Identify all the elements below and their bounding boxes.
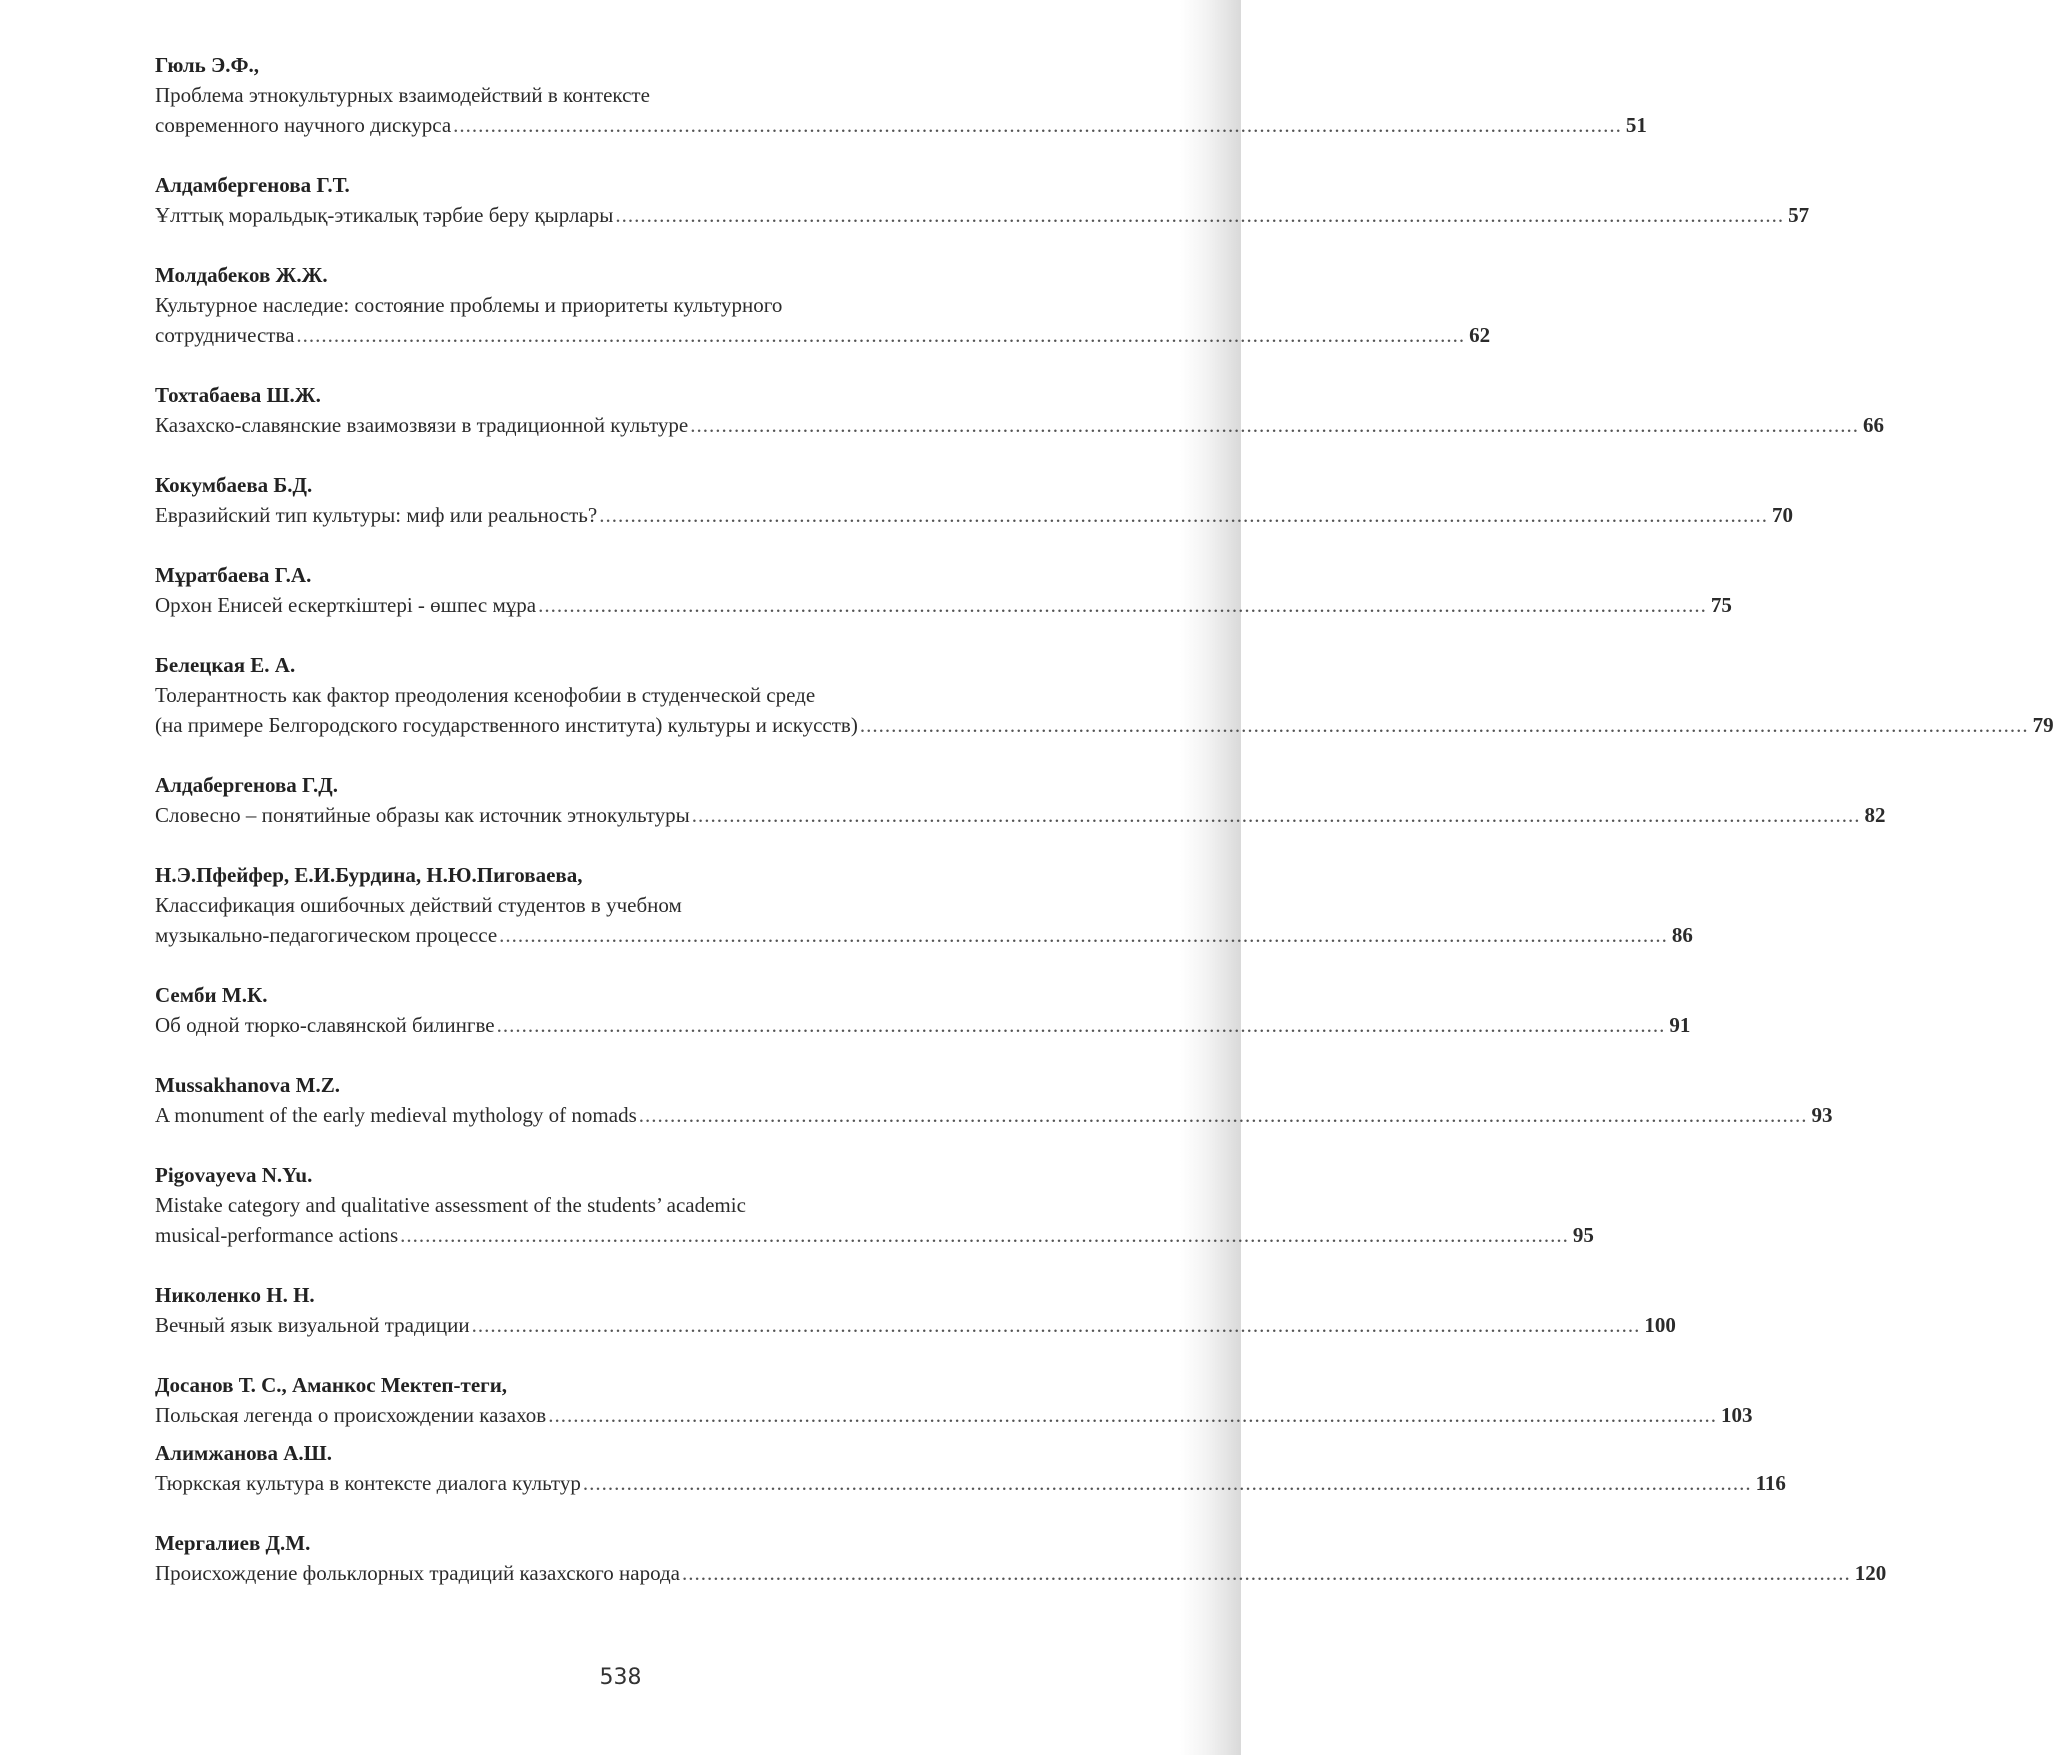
dot-leader: ........................................................................................................................................................................................... — [582, 1471, 1752, 1495]
toc-entry — [155, 50, 1647, 140]
entry-title-text: сотрудничества — [155, 323, 295, 347]
toc-entry — [155, 1070, 1833, 1130]
entry-page-number: 57 — [1788, 203, 1810, 227]
dot-leader: ........................................................................................................................................................................................... — [681, 1561, 1851, 1585]
entry-author: Кокумбаева Б.Д. — [155, 473, 313, 497]
entry-title-text: Орхон Енисей ескерткіштері - өшпес мұра — [155, 593, 537, 617]
entry-title-last-line — [155, 1400, 1753, 1430]
entry-title-last-line — [155, 110, 1647, 140]
entry-title-line: Mistake category and qualitative assessment of the students’ academic — [155, 1193, 746, 1217]
toc-entry — [155, 170, 1810, 230]
dot-leader: ........................................................................................................................................................................................... — [471, 1313, 1641, 1337]
dot-leader: ........................................................................................................................................................................................... — [638, 1103, 1808, 1127]
dot-leader: ........................................................................................................................................................................................... — [690, 413, 1859, 437]
dot-leader: ........................................................................................................................................................................................... — [859, 713, 2029, 737]
dot-leader: ........................................................................................................................................................................................... — [453, 113, 1622, 137]
entry-author: Алдамбергенова Г.Т. — [155, 173, 350, 197]
entry-author: Семби М.К. — [155, 983, 268, 1007]
entry-title-last-line — [155, 800, 1886, 830]
entry-title-last-line — [155, 1468, 1786, 1498]
entry-title-last-line — [155, 200, 1810, 230]
dot-leader: ........................................................................................................................................................................................... — [615, 203, 1785, 227]
entry-title-last-line — [155, 320, 1491, 350]
entry-author: Мұратбаева Г.А. — [155, 563, 312, 587]
dot-leader: ........................................................................................................................................................................................... — [691, 803, 1861, 827]
toc-entry — [155, 770, 1886, 830]
entry-title-text: Евразийский тип культуры: миф или реальность? — [155, 503, 598, 527]
entry-title-text: Словесно – понятийные образы как источник этнокультуры — [155, 803, 690, 827]
entry-author: Алимжанова А.Ш. — [155, 1441, 332, 1465]
entry-page-number: 100 — [1644, 1313, 1676, 1337]
toc-entry — [155, 1528, 1887, 1588]
entry-author: Mussakhanova M.Z. — [155, 1073, 340, 1097]
entry-page-number: 86 — [1671, 923, 1693, 947]
dot-leader: ........................................................................................................................................................................................... — [296, 323, 1466, 347]
entry-title-text: современного научного дискурса — [155, 113, 452, 137]
entry-page-number: 66 — [1862, 413, 1884, 437]
toc-entry — [155, 470, 1793, 530]
entry-title-line: Проблема этнокультурных взаимодействий в контексте — [155, 83, 650, 107]
entry-page-number: 116 — [1755, 1471, 1786, 1495]
entry-page-number: 95 — [1572, 1223, 1594, 1247]
toc-entry — [155, 1438, 1786, 1498]
entry-author: Тохтабаева Ш.Ж. — [155, 383, 321, 407]
entry-title-last-line — [155, 710, 2054, 740]
entry-author: Гюль Э.Ф., — [155, 53, 260, 77]
entry-title-text: Польская легенда о происхождении казахов — [155, 1403, 547, 1427]
entry-title-line: Классификация ошибочных действий студентов в учебном — [155, 893, 682, 917]
entry-page-number: 79 — [2032, 713, 2054, 737]
entry-title-last-line — [155, 500, 1793, 530]
entry-title-text: музыкально-педагогическом процессе — [155, 923, 498, 947]
entry-author: Алдабергенова Г.Д. — [155, 773, 338, 797]
entry-title-line: Культурное наследие: состояние проблемы и приоритеты культурного — [155, 293, 783, 317]
toc-entry — [155, 650, 2054, 740]
entry-title-last-line — [155, 410, 1884, 440]
entry-title-text: Казахско-славянские взаимозвязи в традиционной культуре — [155, 413, 689, 437]
dot-leader: ........................................................................................................................................................................................... — [599, 503, 1768, 527]
dot-leader: ........................................................................................................................................................................................... — [400, 1223, 1569, 1247]
page-number: 538 — [599, 1665, 642, 1690]
entry-page-number: 70 — [1771, 503, 1793, 527]
entry-title-text: Тюркская культура в контексте диалога культур — [155, 1471, 581, 1495]
entry-title-text: Вечный язык визуальной традиции — [155, 1313, 470, 1337]
entry-title-last-line — [155, 1558, 1887, 1588]
toc-entry — [155, 860, 1693, 950]
entry-title-text: A monument of the early medieval mythology of nomads — [155, 1103, 637, 1127]
entry-page-number: 120 — [1854, 1561, 1887, 1585]
entry-title-text: Ұлттық моральдық-этикалық тәрбие беру қырлары — [155, 203, 614, 227]
dot-leader: ........................................................................................................................................................................................... — [538, 593, 1707, 617]
entry-title-last-line — [155, 1310, 1676, 1340]
entry-title-last-line — [155, 1010, 1691, 1040]
entry-title-last-line — [155, 590, 1732, 620]
entry-page-number: 51 — [1625, 113, 1647, 137]
entry-author: Н.Э.Пфейфер, Е.И.Бурдина, Н.Ю.Пиговаева, — [155, 863, 583, 887]
entry-author: Николенко Н. Н. — [155, 1283, 315, 1307]
toc-entry — [155, 260, 1491, 350]
entry-page-number: 93 — [1811, 1103, 1833, 1127]
table-of-contents — [155, 50, 2054, 1618]
entry-title-text: musical-performance actions — [155, 1223, 399, 1247]
toc-entry — [155, 560, 1732, 620]
dot-leader: ........................................................................................................................................................................................... — [499, 923, 1668, 947]
toc-entry — [155, 380, 1884, 440]
entry-title-last-line — [155, 1220, 1594, 1250]
entry-author: Белецкая Е. А. — [155, 653, 296, 677]
entry-title-text: (на примере Белгородского государственного института) культуры и искусств) — [155, 713, 858, 737]
entry-author: Pigovayeva N.Yu. — [155, 1163, 313, 1187]
entry-title-last-line — [155, 1100, 1833, 1130]
entry-page-number: 62 — [1469, 323, 1491, 347]
dot-leader: ........................................................................................................................................................................................... — [548, 1403, 1717, 1427]
entry-page-number: 82 — [1864, 803, 1886, 827]
entry-title-last-line — [155, 920, 1693, 950]
entry-author: Досанов Т. С., Аманкос Мектеп-теги, — [155, 1373, 508, 1397]
entry-author: Мергалиев Д.М. — [155, 1531, 311, 1555]
entry-page-number: 91 — [1669, 1013, 1691, 1037]
entry-page-number: 103 — [1720, 1403, 1753, 1427]
toc-entry — [155, 1280, 1676, 1340]
entry-title-line: Толерантность как фактор преодоления ксенофобии в студенческой среде — [155, 683, 816, 707]
toc-entry — [155, 980, 1691, 1040]
entry-title-text: Об одной тюрко-славянской билингве — [155, 1013, 495, 1037]
entry-page-number: 75 — [1710, 593, 1732, 617]
toc-entry — [155, 1370, 1753, 1430]
entry-author: Молдабеков Ж.Ж. — [155, 263, 328, 287]
toc-entry — [155, 1160, 1594, 1250]
dot-leader: ........................................................................................................................................................................................... — [496, 1013, 1666, 1037]
entry-title-text: Происхождение фольклорных традиций казахского народа — [155, 1561, 680, 1585]
